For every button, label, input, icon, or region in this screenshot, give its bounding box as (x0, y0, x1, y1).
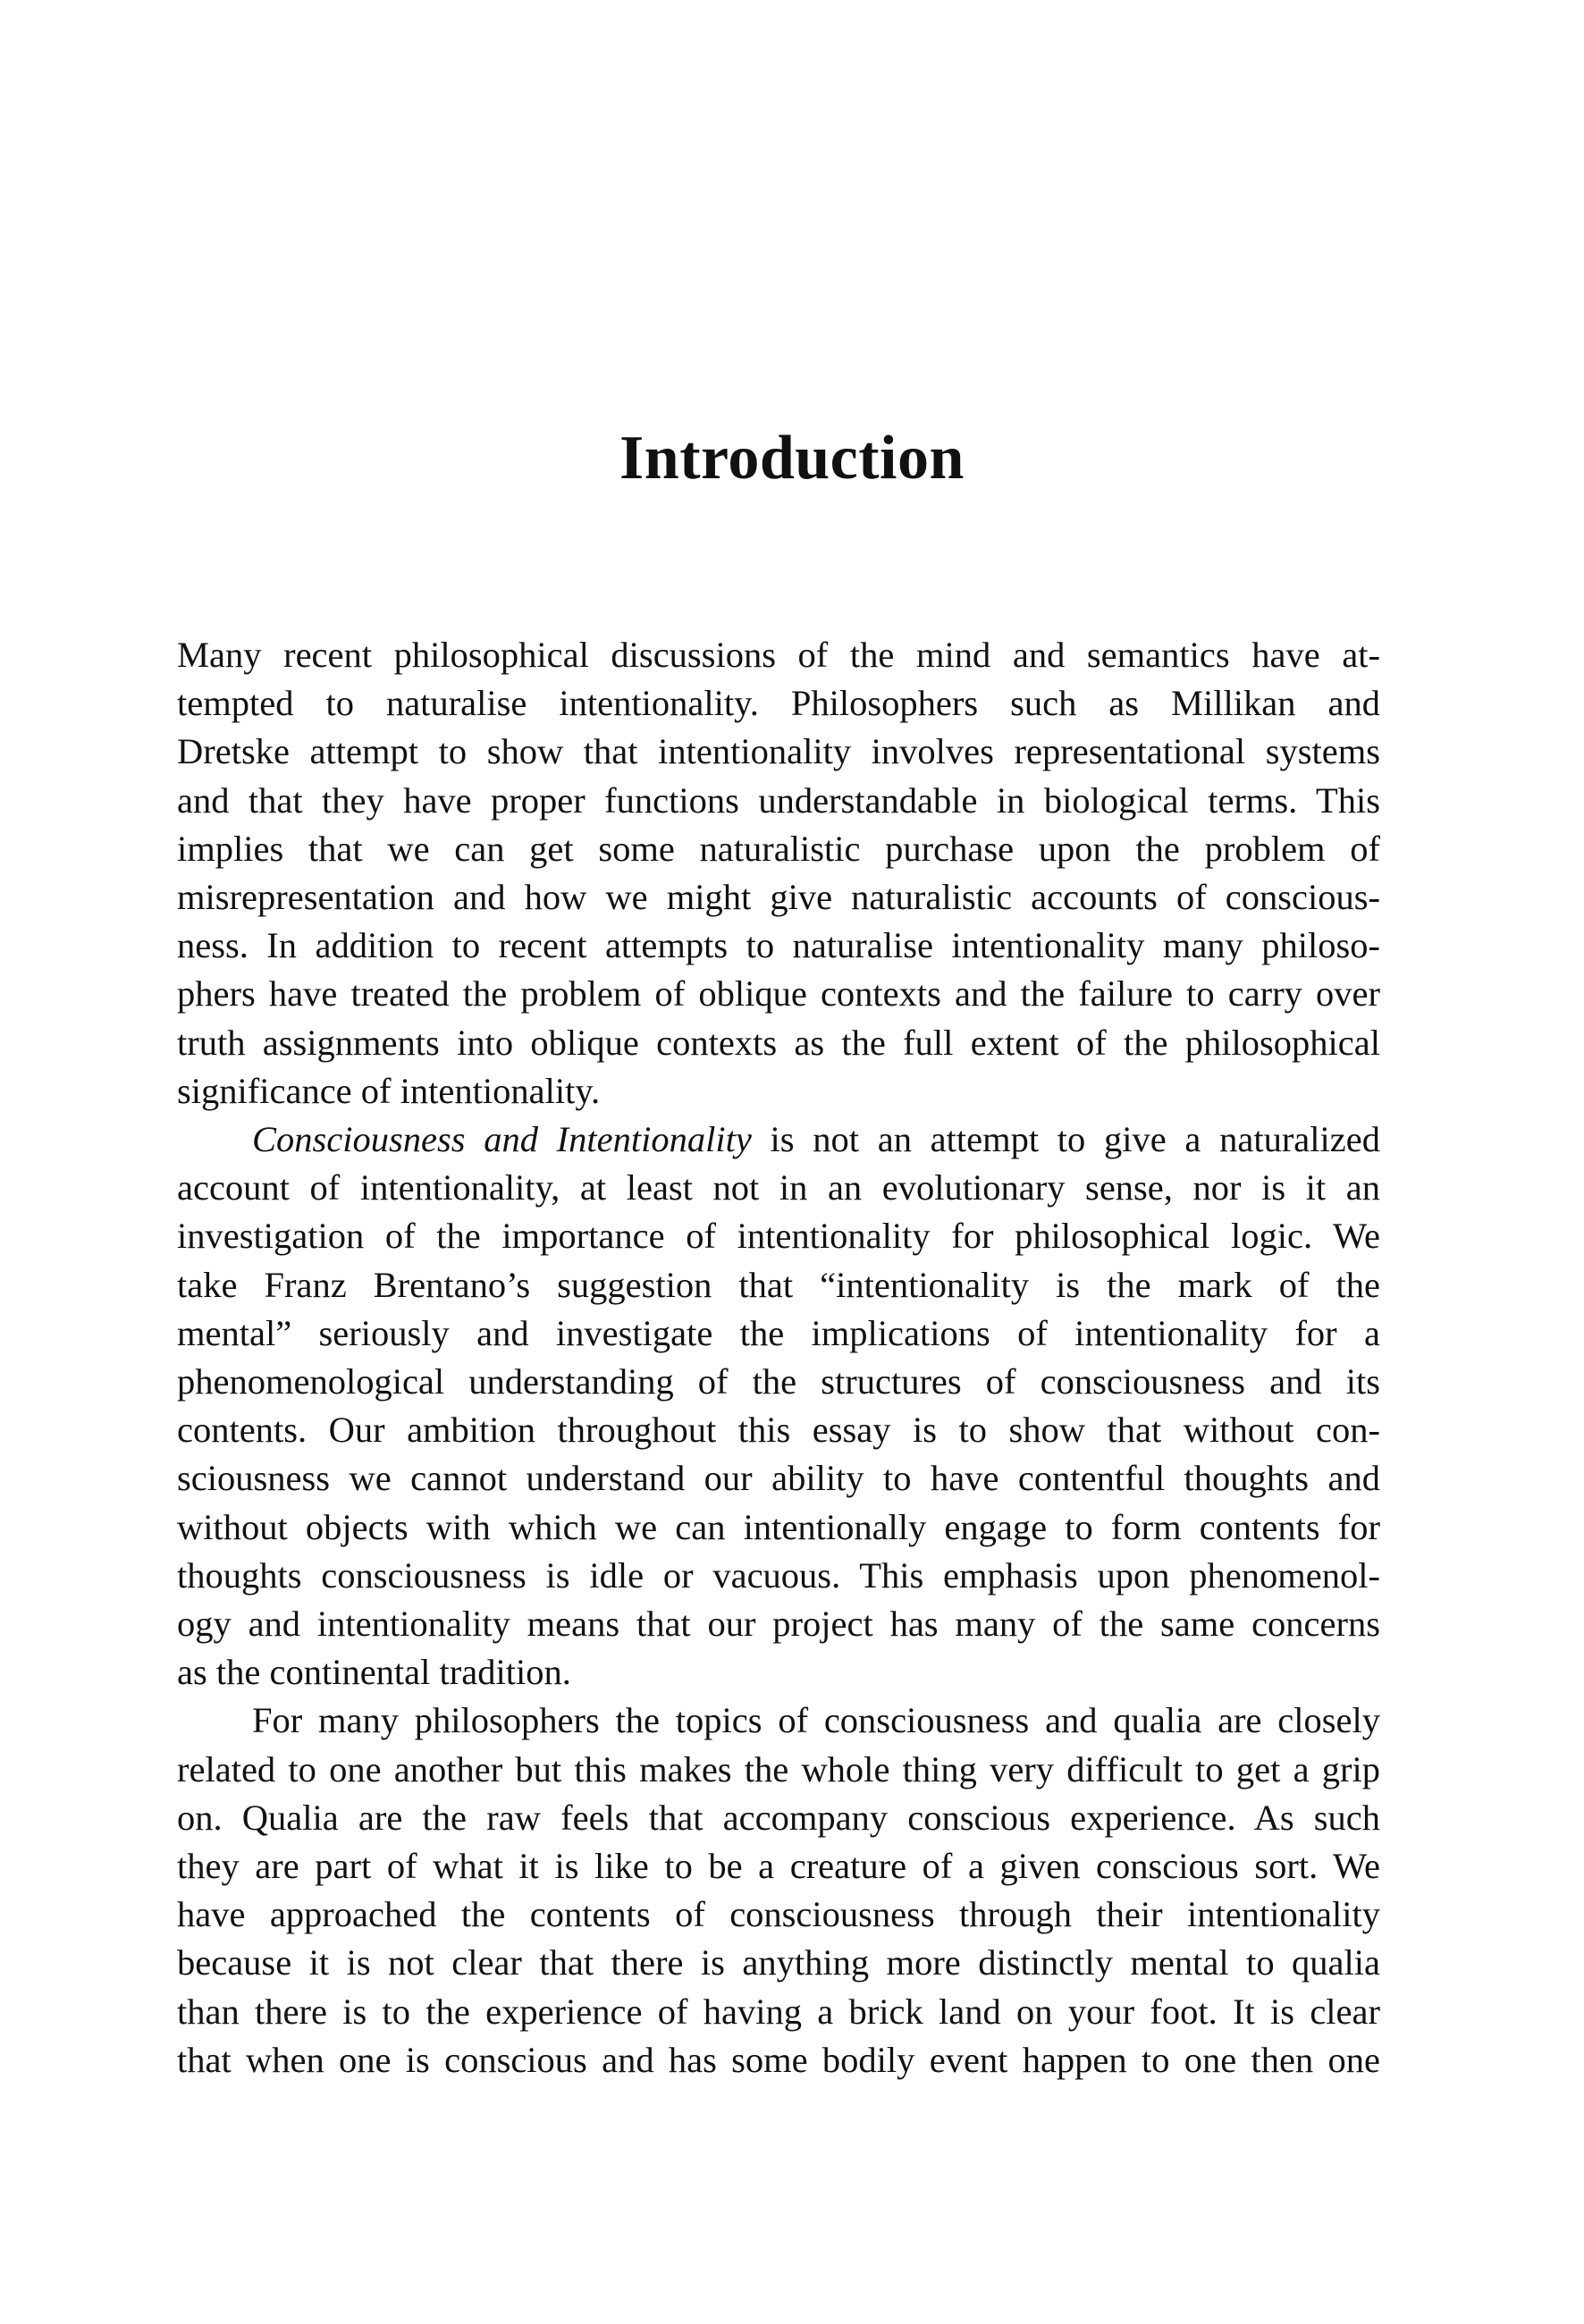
text-line: they are part of what it is like to be a creature of a given conscious sort. We (177, 1846, 1380, 1887)
book-title-italic: Consciousness and Intentionality (252, 1119, 752, 1160)
text-line: that when one is conscious and has some bodily event happen to one then one (177, 2039, 1380, 2080)
text-line: implies that we can get some naturalistic purchase upon the problem of (177, 828, 1380, 869)
text-line-first: For many philosophers the topics of consciousness and qualia are closely (252, 1700, 1380, 1741)
text-line: without objects with which we can intentionally engage to form contents for (177, 1506, 1380, 1547)
text-line: and that they have proper functions understandable in biological terms. This (177, 779, 1380, 821)
body-text (177, 631, 1380, 2084)
text-line-rest: is not an attempt to give a naturalized (751, 1119, 1380, 1160)
page-title: Introduction (619, 424, 965, 493)
text-line: phenomenological understanding of the structures of consciousness and its (177, 1361, 1380, 1402)
text-line: Dretske attempt to show that intentionality involves representational systems (177, 731, 1380, 772)
paragraph-3 (177, 1697, 1380, 2084)
text-line: phers have treated the problem of oblique contexts and the failure to carry over (177, 973, 1380, 1015)
text-line: on. Qualia are the raw feels that accompany conscious experience. As such (177, 1797, 1380, 1838)
text-line: Many recent philosophical discussions of the mind and semantics have at- (177, 635, 1380, 675)
text-line: mental” seriously and investigate the implications of intentionality for a (177, 1312, 1380, 1353)
text-line: because it is not clear that there is anything more distinctly mental to qualia (177, 1942, 1380, 1983)
paragraph-1 (177, 631, 1380, 1116)
text-line: misrepresentation and how we might give naturalistic accounts of conscious- (177, 877, 1380, 918)
text-line-first (177, 1116, 1380, 1164)
paragraph-2 (177, 1116, 1380, 1697)
text-line: tempted to naturalise intentionality. Philosophers such as Millikan and (177, 683, 1380, 724)
text-line: ness. In addition to recent attempts to naturalise intentionality many philoso- (177, 925, 1380, 966)
text-line: thoughts consciousness is idle or vacuous. This emphasis upon phenomenol- (177, 1554, 1380, 1596)
text-line: sciousness we cannot understand our ability to have contentful thoughts and (177, 1458, 1380, 1499)
text-line: ogy and intentionality means that our project has many of the same concerns (177, 1604, 1380, 1645)
text-line: have approached the contents of consciousness through their intentionality (177, 1894, 1380, 1935)
text-line: investigation of the importance of intentionality for philosophical logic. We (177, 1216, 1380, 1257)
text-line: truth assignments into oblique contexts as the full extent of the philosophical (177, 1022, 1380, 1063)
text-line: as the continental tradition. (177, 1652, 571, 1693)
text-line: contents. Our ambition throughout this essay is to show that without con- (177, 1410, 1380, 1451)
text-line: take Franz Brentano’s suggestion that “intentionality is the mark of the (177, 1264, 1380, 1305)
text-line: related to one another but this makes the whole thing very difficult to get a grip (177, 1748, 1380, 1789)
text-line: than there is to the experience of having a brick land on your foot. It is clear (177, 1991, 1380, 2032)
text-line: account of intentionality, at least not in an evolutionary sense, nor is it an (177, 1167, 1380, 1208)
text-line: significance of intentionality. (177, 1070, 601, 1111)
